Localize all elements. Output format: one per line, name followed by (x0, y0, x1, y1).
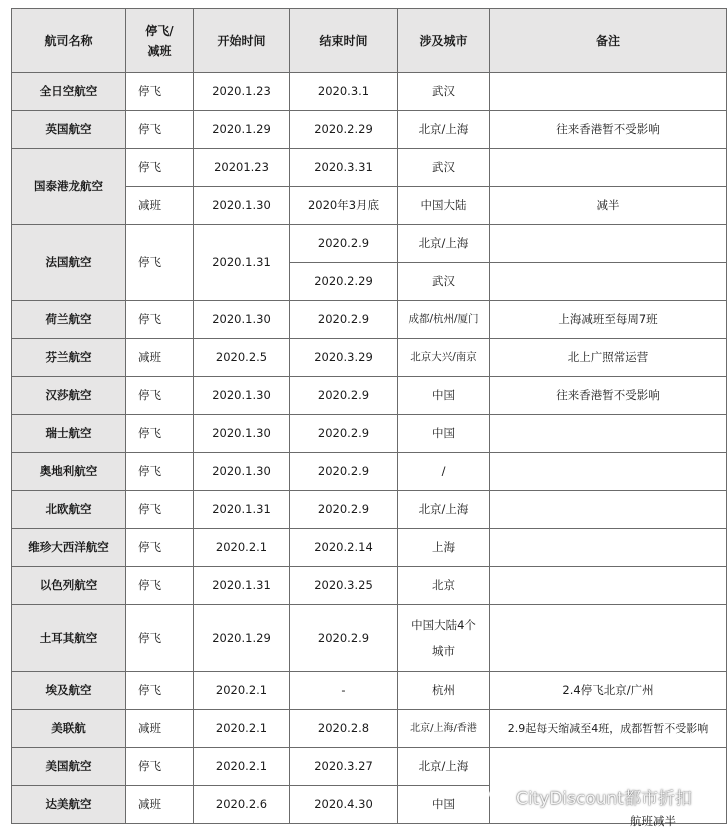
end-cell: 2020.2.9 (290, 225, 398, 263)
note-cell: 上海减班至每周7班 (490, 301, 727, 339)
table-row (12, 491, 727, 529)
airline-name: 北欧航空 (12, 491, 126, 529)
cities-cell: / (398, 453, 490, 491)
end-cell: 2020.2.8 (290, 710, 398, 748)
start-cell: 2020.2.1 (194, 672, 290, 710)
note-cell (490, 567, 727, 605)
cities-cell: 中国 (398, 786, 490, 824)
table-row (12, 377, 727, 415)
note-cell (490, 605, 727, 672)
start-cell: 2020.1.30 (194, 187, 290, 225)
note-cell: 减半 (490, 187, 727, 225)
table-row (12, 415, 727, 453)
start-cell: 2020.1.29 (194, 111, 290, 149)
end-cell: 2020.3.31 (290, 149, 398, 187)
watermark-text: CityDiscount都市折扣 (516, 788, 692, 809)
start-cell: 2020.1.23 (194, 73, 290, 111)
cities-cell: 北京/上海 (398, 225, 490, 263)
header-airline: 航司名称 (12, 9, 126, 73)
status-cell: 停飞 (126, 453, 194, 491)
table-row (12, 111, 727, 149)
cities-cell: 北京/上海 (398, 111, 490, 149)
start-cell: 2020.2.6 (194, 786, 290, 824)
airline-name: 法国航空 (12, 225, 126, 301)
end-cell: 2020.2.9 (290, 415, 398, 453)
cities-cell: 武汉 (398, 73, 490, 111)
cities-cell: 北京/上海 (398, 491, 490, 529)
table-row (12, 529, 727, 567)
wechat-icon (488, 785, 510, 807)
note-cell (490, 73, 727, 111)
status-cell: 停飞 (126, 491, 194, 529)
table-row (12, 453, 727, 491)
status-cell: 停飞 (126, 149, 194, 187)
note-cell (490, 453, 727, 491)
end-cell: 2020.2.9 (290, 301, 398, 339)
start-cell: 2020.2.1 (194, 529, 290, 567)
end-cell: 2020年3月底 (290, 187, 398, 225)
start-cell: 2020.1.30 (194, 415, 290, 453)
cities-cell: 北京/上海/香港 (398, 710, 490, 748)
status-cell: 停飞 (126, 225, 194, 301)
airline-name: 埃及航空 (12, 672, 126, 710)
airline-name: 瑞士航空 (12, 415, 126, 453)
status-cell: 减班 (126, 710, 194, 748)
cities-cell: 中国大陆 (398, 187, 490, 225)
cities-cell: 中国 (398, 415, 490, 453)
airline-name: 美联航 (12, 710, 126, 748)
airline-name: 达美航空 (12, 786, 126, 824)
start-cell: 2020.1.30 (194, 453, 290, 491)
cities-cell: 北京大兴/南京 (398, 339, 490, 377)
note-cell: 北上广照常运营 (490, 339, 727, 377)
status-cell: 停飞 (126, 672, 194, 710)
start-cell: 2020.2.1 (194, 710, 290, 748)
table-row (12, 567, 727, 605)
airline-name: 汉莎航空 (12, 377, 126, 415)
end-cell: 2020.2.9 (290, 377, 398, 415)
status-cell: 停飞 (126, 73, 194, 111)
note-cell (490, 415, 727, 453)
airline-name: 英国航空 (12, 111, 126, 149)
end-cell: 2020.3.27 (290, 748, 398, 786)
airline-name: 维珍大西洋航空 (12, 529, 126, 567)
status-cell: 减班 (126, 786, 194, 824)
status-cell: 停飞 (126, 111, 194, 149)
header-end: 结束时间 (290, 9, 398, 73)
note-cell (490, 529, 727, 567)
cities-cell: 武汉 (398, 263, 490, 301)
table-row (12, 339, 727, 377)
table-row (12, 149, 727, 187)
end-cell: 2020.2.29 (290, 263, 398, 301)
table-row (12, 748, 727, 786)
table-row (12, 73, 727, 111)
table-row (12, 301, 727, 339)
end-cell: 2020.3.29 (290, 339, 398, 377)
airline-name: 美国航空 (12, 748, 126, 786)
note-cell (490, 263, 727, 301)
start-cell: 2020.1.31 (194, 567, 290, 605)
status-cell: 减班 (126, 339, 194, 377)
status-cell: 停飞 (126, 415, 194, 453)
table-row (12, 605, 727, 672)
start-cell: 20201.23 (194, 149, 290, 187)
note-cell (490, 149, 727, 187)
header-start: 开始时间 (194, 9, 290, 73)
cities-cell: 北京 (398, 567, 490, 605)
note-cell: 2.9起每天缩减至4班，成都暂暂不受影响 (490, 710, 727, 748)
airline-name: 全日空航空 (12, 73, 126, 111)
status-cell: 停飞 (126, 377, 194, 415)
cities-cell: 杭州 (398, 672, 490, 710)
end-cell: 2020.3.1 (290, 73, 398, 111)
note-cell (490, 491, 727, 529)
end-cell: 2020.2.29 (290, 111, 398, 149)
airline-name: 国泰港龙航空 (12, 149, 126, 225)
start-cell: 2020.1.30 (194, 377, 290, 415)
cities-cell: 武汉 (398, 149, 490, 187)
end-cell: 2020.2.9 (290, 453, 398, 491)
airline-name: 芬兰航空 (12, 339, 126, 377)
status-cell: 停飞 (126, 605, 194, 672)
status-cell: 停飞 (126, 567, 194, 605)
start-cell: 2020.1.31 (194, 225, 290, 301)
end-cell: - (290, 672, 398, 710)
status-cell: 停飞 (126, 748, 194, 786)
start-cell: 2020.1.30 (194, 301, 290, 339)
table-row (12, 672, 727, 710)
watermark (488, 784, 692, 808)
end-cell: 2020.4.30 (290, 786, 398, 824)
delta-note: 航班减半 (630, 814, 676, 828)
status-cell: 停飞 (126, 529, 194, 567)
end-cell: 2020.2.9 (290, 491, 398, 529)
start-cell: 2020.2.1 (194, 748, 290, 786)
end-cell: 2020.3.25 (290, 567, 398, 605)
header-cities: 涉及城市 (398, 9, 490, 73)
airline-name: 荷兰航空 (12, 301, 126, 339)
start-cell: 2020.2.5 (194, 339, 290, 377)
start-cell: 2020.1.31 (194, 491, 290, 529)
note-cell: 往来香港暂不受影响 (490, 111, 727, 149)
start-cell: 2020.1.29 (194, 605, 290, 672)
note-cell (490, 225, 727, 263)
cities-cell: 中国大陆4个城市 (398, 605, 490, 672)
airline-name: 土耳其航空 (12, 605, 126, 672)
cities-cell: 北京/上海 (398, 748, 490, 786)
airline-suspension-table (11, 8, 727, 824)
end-cell: 2020.2.9 (290, 605, 398, 672)
header-note: 备注 (490, 9, 727, 73)
cities-cell: 上海 (398, 529, 490, 567)
header-row (12, 9, 727, 73)
header-status: 停飞/减班 (126, 9, 194, 73)
note-cell: 往来香港暂不受影响 (490, 377, 727, 415)
airline-name: 以色列航空 (12, 567, 126, 605)
status-cell: 减班 (126, 187, 194, 225)
airline-name: 奥地利航空 (12, 453, 126, 491)
note-cell: 2.4停飞北京/广州 (490, 672, 727, 710)
status-cell: 停飞 (126, 301, 194, 339)
table-row (12, 710, 727, 748)
table-row (12, 225, 727, 263)
cities-cell: 中国 (398, 377, 490, 415)
end-cell: 2020.2.14 (290, 529, 398, 567)
cities-cell: 成都/杭州/厦门 (398, 301, 490, 339)
